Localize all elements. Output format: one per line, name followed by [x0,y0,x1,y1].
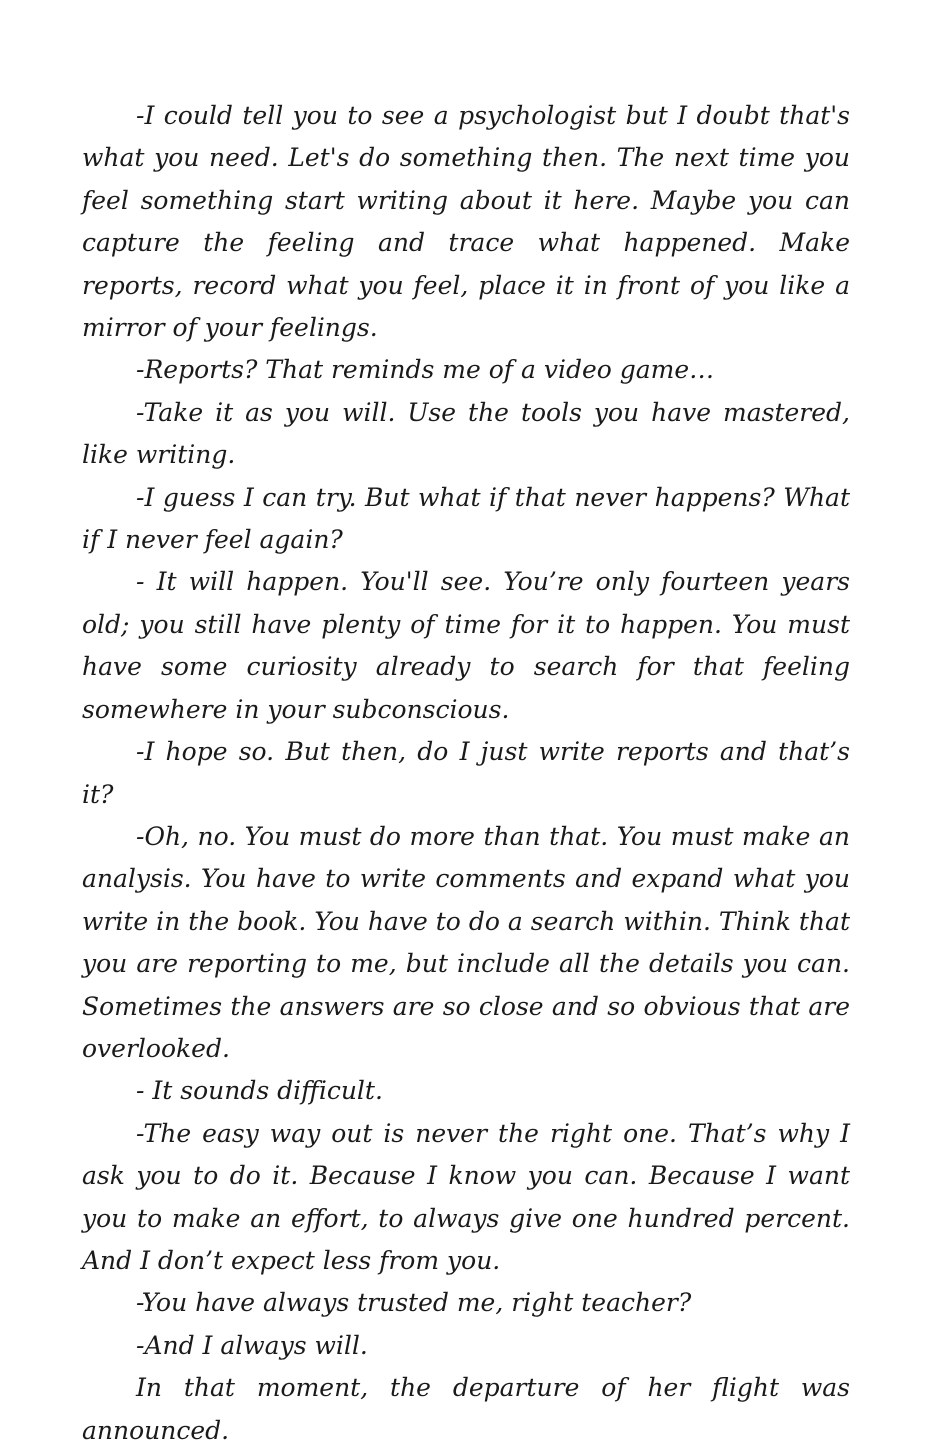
paragraph: -Oh, no. You must do more than that. You must make an analysis. You have to write comments and expand what you write in the book. You have to do a search within. Think that you are reporting to me, but include all the details you can. Sometimes the answers are so close and so obvious that are overlooked. [82,821,850,1063]
paragraph: - It sounds difficult. [136,1076,383,1106]
paragraph: In that moment, the departure of her flight was announced. [82,1373,850,1445]
paragraph: -I could tell you to see a psychologist but I doubt that's what you need. Let's do something then. The next time you feel something start writing about it here. Maybe you can capture the feeling and trace what happened. Make reports, record what you feel, place it in front of you like a mirror of your feelings. [82,101,850,343]
paragraph: -The easy way out is never the right one. That’s why I ask you to do it. Because I know you can. Because I want you to make an effort, to always give one hundred percent. And I don’t expect less from you. [82,1118,850,1275]
book-page [82,95,850,1452]
paragraph: -And I always will. [136,1330,368,1360]
paragraph: -I hope so. But then, do I just write reports and that’s it? [82,737,850,809]
paragraph: -You have always trusted me, right teacher? [136,1288,692,1318]
paragraph: -Reports? That reminds me of a video game… [136,355,715,385]
paragraph: -I guess I can try. But what if that never happens? What if I never feel again? [82,482,850,555]
paragraph: -Take it as you will. Use the tools you have mastered, like writing. [82,397,850,470]
paragraph: - It will happen. You'll see. You’re only fourteen years old; you still have plenty of time for it to happen. You must have some curiosity already to search for that feeling somewhere in your subconscious. [82,567,850,724]
